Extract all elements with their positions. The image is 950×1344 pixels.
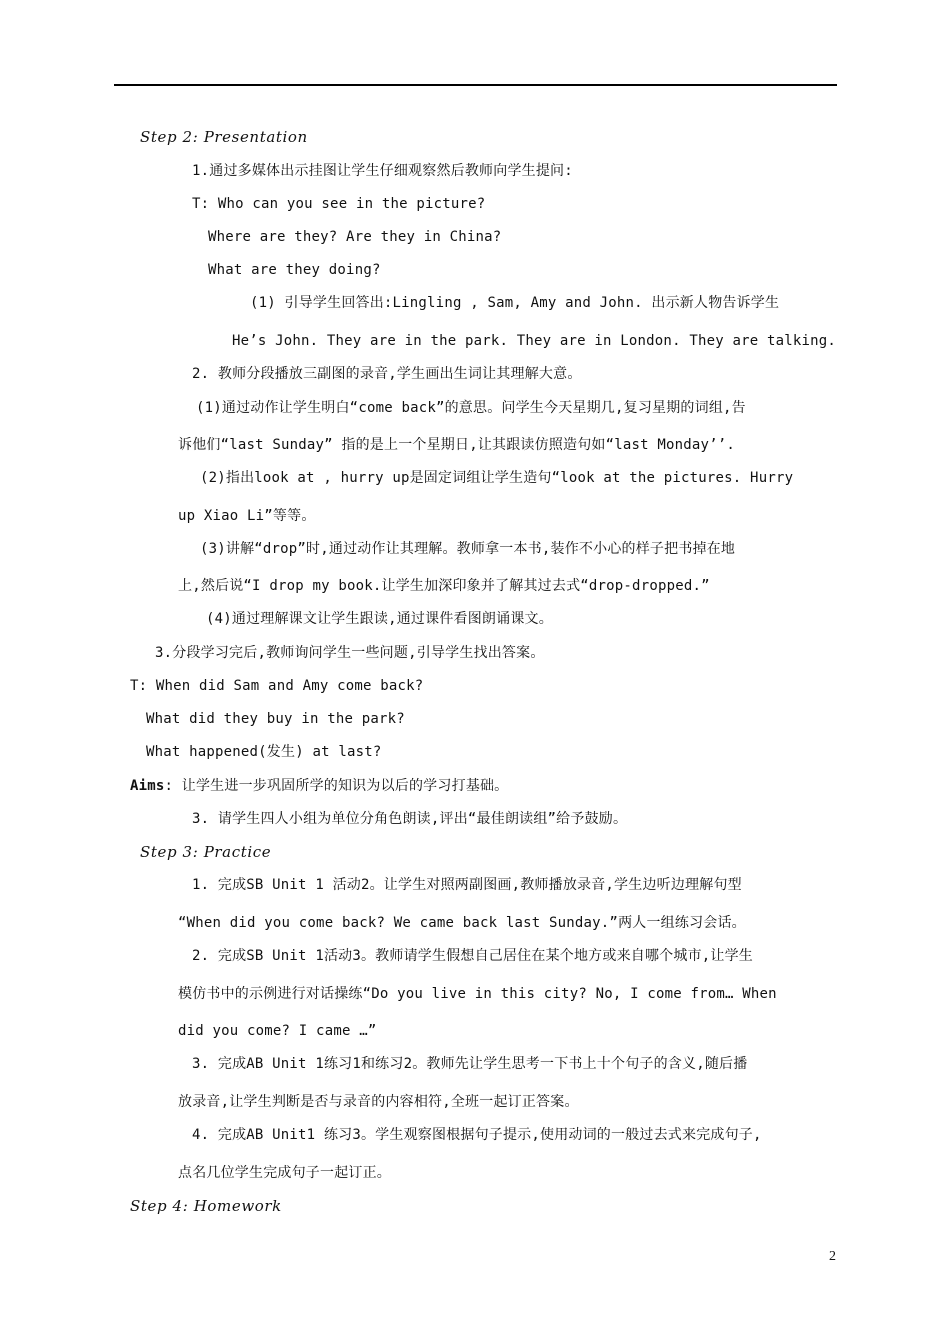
paragraph-line: (4)通过理解课文让学生跟读,通过课件看图朗诵课文。 — [206, 611, 553, 627]
paragraph-line: 1. 完成SB Unit 1 活动2。让学生对照两副图画,教师播放录音,学生边听边理解句型 — [192, 877, 742, 893]
header-rule — [114, 84, 837, 86]
paragraph-line: 2. 教师分段播放三副图的录音,学生画出生词让其理解大意。 — [192, 366, 582, 382]
step4-heading: Step 4: Homework — [130, 1197, 282, 1215]
paragraph-line: (2)指出look at , hurry up是固定词组让学生造句“look at the pictures. Hurry — [200, 470, 794, 486]
paragraph-line: He’s John. They are in the park. They are in London. They are talking. — [232, 333, 837, 349]
aims-label: Aims — [130, 778, 165, 794]
paragraph-line: 3. 完成AB Unit 1练习1和练习2。教师先让学生思考一下书上十个句子的含义,随后播 — [192, 1056, 748, 1072]
step3-heading: Step 3: Practice — [140, 843, 272, 861]
paragraph-line: 2. 完成SB Unit 1活动3。教师请学生假想自己居住在某个地方或来自哪个城市,让学生 — [192, 948, 753, 964]
paragraph-line: Where are they? Are they in China? — [208, 229, 502, 245]
paragraph-line: 1.通过多媒体出示挂图让学生仔细观察然后教师向学生提问: — [192, 163, 573, 179]
paragraph-line: 放录音,让学生判断是否与录音的内容相符,全班一起订正答案。 — [178, 1094, 579, 1110]
paragraph-line: 模仿书中的示例进行对话操练“Do you live in this city? No, I come from… When — [178, 986, 777, 1002]
paragraph-line: What are they doing? — [208, 262, 381, 278]
paragraph-line: did you come? I came …” — [178, 1023, 377, 1039]
paragraph-line: T: When did Sam and Amy come back? — [130, 678, 424, 694]
paragraph-line: 3. 请学生四人小组为单位分角色朗读,评出“最佳朗读组”给予鼓励。 — [192, 811, 628, 827]
paragraph-line: (3)讲解“drop”时,通过动作让其理解。教师拿一本书,装作不小心的样子把书掉在地 — [200, 541, 736, 557]
aims-text: : 让学生进一步巩固所学的知识为以后的学习打基础。 — [164, 778, 509, 794]
paragraph-line: What did they buy in the park? — [146, 711, 405, 727]
page-number: 2 — [829, 1249, 836, 1264]
paragraph-line: “When did you come back? We came back last Sunday.”两人一组练习会话。 — [178, 915, 746, 931]
paragraph-line: What happened(发生) at last? — [146, 744, 382, 760]
paragraph-line: 上,然后说“I drop my book.让学生加深印象并了解其过去式“drop-dropped.” — [178, 578, 710, 594]
paragraph-line: 点名几位学生完成句子一起订正。 — [178, 1165, 391, 1181]
paragraph-line: up Xiao Li”等等。 — [178, 508, 316, 524]
paragraph-line: 诉他们“last Sunday” 指的是上一个星期日,让其跟读仿照造句如“last Monday’’. — [178, 437, 736, 453]
paragraph-line: 4. 完成AB Unit1 练习3。学生观察图根据句子提示,使用动词的一般过去式来完成句子, — [192, 1127, 762, 1143]
paragraph-line: (1)通过动作让学生明白“come back”的意思。问学生今天星期几,复习星期的词组,告 — [196, 400, 746, 416]
paragraph-line: 3.分段学习完后,教师询问学生一些问题,引导学生找出答案。 — [155, 645, 545, 661]
step2-heading: Step 2: Presentation — [140, 128, 308, 146]
paragraph-line: T: Who can you see in the picture? — [192, 196, 486, 212]
aims-line — [130, 777, 508, 795]
paragraph-line: (1) 引导学生回答出:Lingling , Sam, Amy and John. 出示新人物告诉学生 — [250, 295, 780, 311]
